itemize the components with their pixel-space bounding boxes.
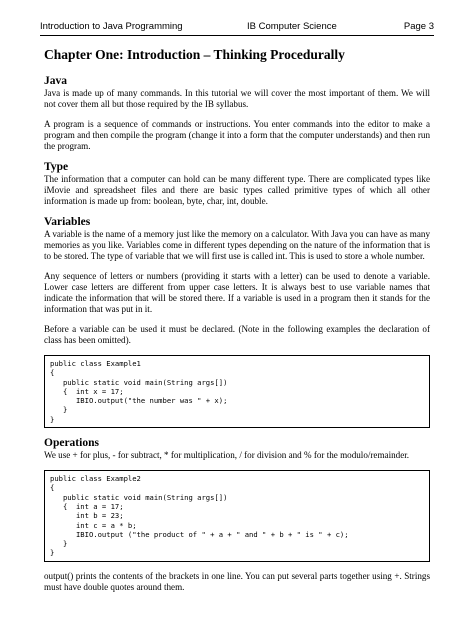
section-heading-operations: Operations xyxy=(44,437,99,450)
variables-paragraph-1: A variable is the name of a memory just like the memory on a calculator. With Java you can have as many memories as you like. Variables come in different types depending on the nature of the information that is to be stored. The type of variable that we will first use is called int. This is used to store a whole number. xyxy=(44,229,430,261)
section-heading-type: Type xyxy=(44,161,69,173)
java-paragraph-1: Java is made up of many commands. In this tutorial we will cover the most important of them. We will not cover them all but those required by the IB syllabus. xyxy=(44,88,430,109)
type-paragraph-1: The information that a computer can hold can be many different type. There are complicated types like iMovie and spreadsheet files and there are basic types called primitive types of which all other information is made up from: boolean, byte, char, int, double. xyxy=(44,174,430,206)
variables-paragraph-3: Before a variable can be used it must be declared. (Note in the following examples the declaration of class has been omitted). xyxy=(44,324,430,345)
page-content xyxy=(44,47,430,602)
code-block-example1: public class Example1 { public static void main(String args[]) { int x = 17; IBIO.output("the number was " + x); } } xyxy=(44,355,430,428)
page-header xyxy=(40,21,434,36)
section-heading-java: Java xyxy=(44,75,67,87)
operations-paragraph-2: output() prints the contents of the brackets in one line. You can put several parts together using +. Strings must have double quotes around them. xyxy=(44,570,430,592)
java-paragraph-2: A program is a sequence of commands or instructions. You enter commands into the editor to make a program and then compile the program (change it into a form that the computer understands) and then run the program. xyxy=(44,119,430,151)
operations-paragraph-1: We use + for plus, - for subtract, * for multiplication, / for division and % for the modulo/remainder. xyxy=(44,450,410,461)
header-subject: IB Computer Science xyxy=(247,21,337,32)
header-page-number: Page 3 xyxy=(403,21,434,32)
header-course-title: Introduction to Java Programming xyxy=(40,21,183,32)
code-block-example2: public class Example2 { public static void main(String args[]) { int a = 17; int b = 23; int c = a * b; IBIO.output ("the product of " + a + " and " + b + " is " + c); } } xyxy=(44,470,430,562)
variables-paragraph-2: Any sequence of letters or numbers (providing it starts with a letter) can be used to denote a variable. Lower case letters are different from upper case letters. It is always best to use variable names that indicate the information that will be stored there. If a variable is used in a program then it stands for the information that was put in it. xyxy=(44,271,430,314)
chapter-title: Chapter One: Introduction – Thinking Procedurally xyxy=(44,47,345,62)
section-heading-variables: Variables xyxy=(44,216,91,228)
